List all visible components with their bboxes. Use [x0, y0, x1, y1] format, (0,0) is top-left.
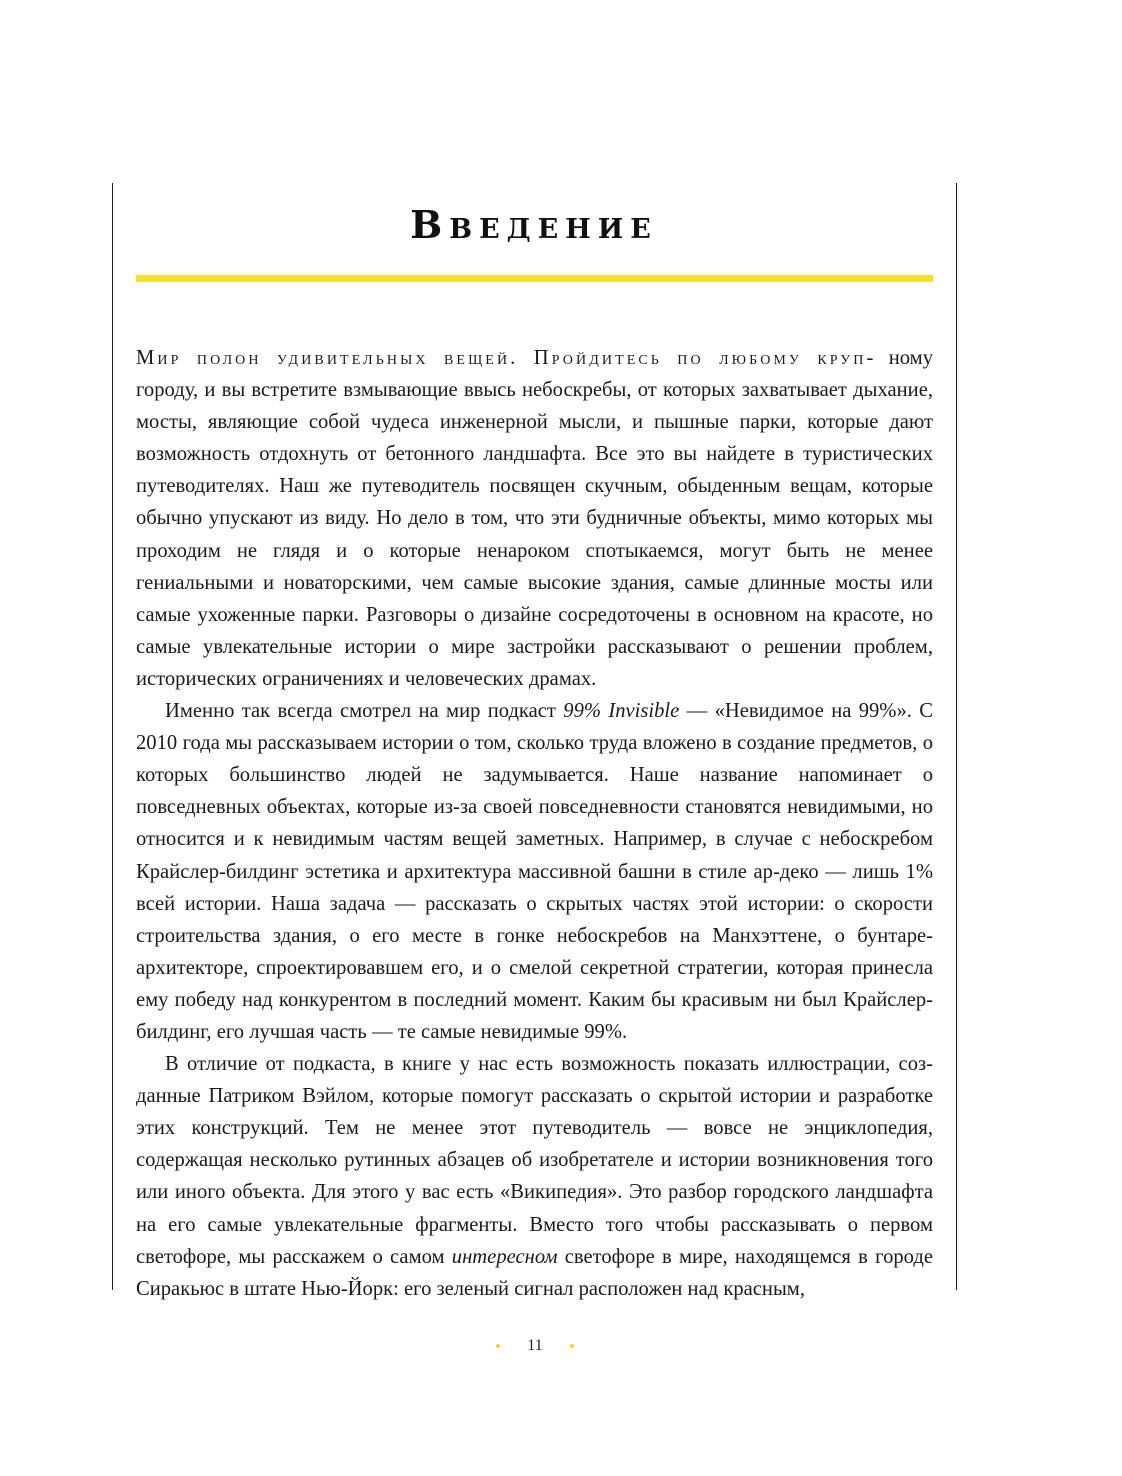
page-number: 11 — [527, 1337, 543, 1354]
paragraph-1-text: ному городу, и вы встретите взмывающие ввысь небоскребы, от которых захватывает дыхание, мосты, являющие собой чудеса инженерной мысли, и пышные парки, которые дают возможность отдохнуть от бетонного ландшафта. Все это вы найдете в туристических путеводителях. Наш же путеводитель посвящен скучным, обыденным вещам, которые обычно упускают из виду. Но дело в том, что эти будничные объекты, мимо которых мы проходим не глядя и о которые ненароком спотыкаемся, могут быть не менее гениальными и новаторскими, чем самые высокие здания, самые длинные мосты или самые ухоженные парки. Разговоры о дизайне сосредоточены в основном на красоте, но самые увлекательные истории о мире застройки рассказывают о решении проблем, исторических ограничениях и человеческих драмах. — [136, 347, 933, 690]
paragraph-1 — [136, 342, 933, 695]
right-margin-rule — [956, 183, 957, 1290]
paragraph-1-lead-in: Мир полон удивительных вещей. Пройдитесь по любому круп- — [136, 347, 877, 369]
paragraph-2 — [136, 695, 933, 1048]
emphasis-word: интересном — [451, 1245, 558, 1268]
page-footer — [496, 1333, 574, 1359]
footer-dot-right-icon — [570, 1344, 574, 1348]
chapter-body — [136, 342, 933, 1305]
paragraph-3-text-b: светофоре в мире, находящемся в городе Сиракьюс в штате Нью-Йорк: его зеленый сигнал расположен над красным, — [136, 1245, 933, 1300]
paragraph-2-text-a: Именно так всегда смотрел на мир подкаст — [165, 700, 564, 723]
title-underline-bar — [136, 275, 933, 282]
paragraph-3-text-a: В отличие от подкаста, в книге у нас есть возможность показать иллюстрации, созданные Патриком Вэйлом, которые помогут рассказать о скрытой истории и разработке этих конструкций. Тем не менее этот путеводитель — вовсе не энциклопедия, содержащая несколько рутинных абзацев об изобретателе и истории возникновения того или иного объекта. Для этого у вас есть «Википедия». Это разбор городского ландшафта на его самые увлекательные фрагменты. Вместо того чтобы рассказывать о первом светофоре, мы расскажем о самом — [136, 1053, 933, 1268]
footer-dot-left-icon — [496, 1344, 500, 1348]
left-margin-rule — [112, 183, 113, 1290]
paragraph-2-text-b: — «Невидимое на 99%». С 2010 года мы рассказываем истории о том, сколько труда вложено в создание предметов, о которых большинство людей не задумывается. Наше название напоминает о повседневных объектах, которые из-за своей повседневности становятся невидимыми, но относится и к невидимым частям вещей заметных. Например, в случае с небоскребом Крайслер-билдинг эстетика и архитектура массивной башни в стиле ар-деко — лишь 1% всей истории. Наша задача — рассказать о скрытых частях этой истории: о скорости строительства здания, о его месте в гонке небоскребов на Манхэттене, о бунтаре-архитекторе, спроектировавшем его, и о смелой секретной стратегии, которая принесла ему победу над конкурентом в последний момент. Каким бы красивым ни был Крайслер-билдинг, его лучшая часть — те самые невидимые 99%. — [136, 700, 933, 1043]
podcast-title: 99% Invisible — [563, 700, 680, 723]
paragraph-3 — [136, 1048, 933, 1305]
chapter-title: Введение — [410, 202, 658, 247]
